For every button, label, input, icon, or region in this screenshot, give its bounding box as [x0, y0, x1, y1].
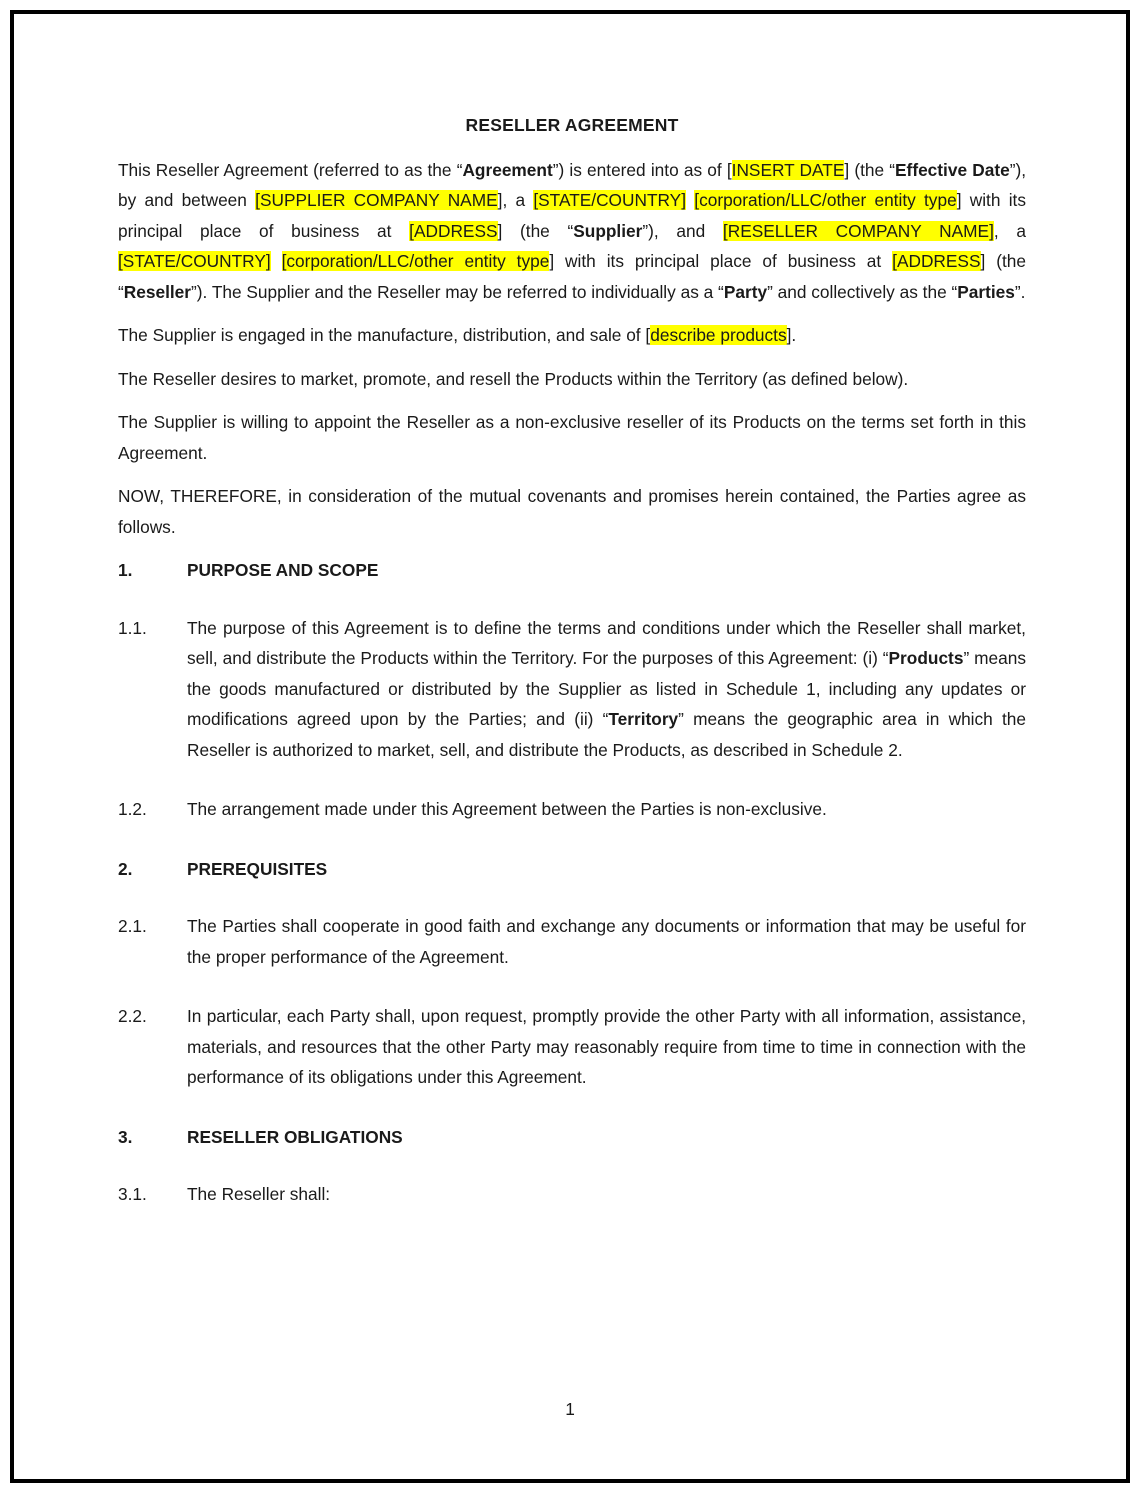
- text-run: ”) is entered into as of [: [552, 159, 732, 180]
- highlighted-placeholder: [corporation/LLC/other entity type: [694, 190, 957, 210]
- text-run: [271, 251, 282, 271]
- text-run: NOW, THEREFORE, in consideration of the mutual covenants and promises herein contained, the Parties agree as follows.: [118, 486, 1026, 537]
- text-run: The Supplier is engaged in the manufacture, distribution, and sale of [: [118, 325, 651, 345]
- defined-term: Agreement: [462, 159, 553, 180]
- defined-term: Territory: [608, 709, 679, 729]
- section-number: 2.: [118, 858, 133, 879]
- defined-term: Reseller: [123, 281, 192, 302]
- text-run: The arrangement made under this Agreement between the Parties is non-exclusive.: [187, 799, 827, 819]
- clause-number: 1.1.: [118, 617, 147, 638]
- document-body: [118, 155, 1026, 1210]
- section-number: 3.: [118, 1126, 133, 1147]
- highlighted-placeholder: [ADDRESS: [892, 251, 981, 271]
- text-run: ] (the “: [844, 159, 896, 180]
- text-run: ] with its principal place of business at: [549, 251, 893, 271]
- text-run: In particular, each Party shall, upon request, promptly provide the other Party with all information, assistance, materials, and resources that the other Party may reasonably require from time to time in connection with the performance of its obligations under this Agreement.: [187, 1006, 1026, 1087]
- text-run: This Reseller Agreement (referred to as the “: [118, 159, 463, 180]
- document-title: RESELLER AGREEMENT: [465, 115, 679, 135]
- text-run: The Supplier is willing to appoint the Reseller as a non-exclusive reseller of its Products on the terms set forth in this Agreement.: [118, 412, 1026, 463]
- highlighted-placeholder: INSERT DATE: [731, 159, 845, 180]
- clause-text: [187, 613, 1026, 766]
- highlighted-placeholder: [ADDRESS: [409, 220, 498, 241]
- text-run: The Reseller shall:: [187, 1184, 331, 1204]
- clause-text: [187, 794, 1026, 825]
- text-run: ”.: [1014, 281, 1026, 302]
- defined-term: Parties: [957, 281, 1015, 302]
- clause-text: [187, 1001, 1026, 1093]
- clause-text: [187, 911, 1026, 972]
- numbered-clause: [118, 1001, 1026, 1093]
- defined-term: Products: [888, 648, 964, 668]
- highlighted-placeholder: [RESELLER COMPANY NAME]: [722, 220, 994, 241]
- paragraph: [118, 481, 1026, 542]
- highlighted-placeholder: [corporation/LLC/other entity type: [281, 251, 550, 271]
- page-number: 1: [565, 1399, 575, 1419]
- text-run: ] (the “: [497, 220, 574, 241]
- text-run: ] with its principal place of business at: [118, 190, 1026, 241]
- section-heading: [118, 555, 1026, 586]
- text-run: ”), by and between: [118, 159, 1026, 210]
- numbered-clause: [118, 794, 1026, 825]
- text-run: The purpose of this Agreement is to define the terms and conditions under which the Reseller shall market, sell, and distribute the Products within the Territory. For the purposes of this Agreement: (i) “: [187, 617, 1026, 668]
- clause-number: 2.1.: [118, 916, 147, 936]
- paragraph: [118, 407, 1026, 468]
- text-run: ”), and: [642, 220, 723, 241]
- numbered-clause: [118, 613, 1026, 766]
- text-run: , a: [993, 220, 1026, 241]
- text-run: ”). The Supplier and the Reseller may be referred to individually as a “: [191, 281, 724, 302]
- clause-number: 2.2.: [118, 1006, 147, 1026]
- defined-term: Party: [723, 281, 768, 302]
- section-number: 1.: [118, 560, 133, 580]
- paragraph: [118, 320, 1026, 351]
- section-heading: [118, 854, 1026, 885]
- text-run: ” and collectively as the “: [767, 281, 958, 302]
- defined-term: Supplier: [573, 220, 643, 241]
- paragraph: [118, 155, 1026, 308]
- clause-number: 3.1.: [118, 1184, 147, 1204]
- paragraph: [118, 364, 1026, 395]
- highlighted-placeholder: [STATE/COUNTRY]: [118, 251, 271, 271]
- text-run: ], a: [497, 190, 534, 210]
- text-run: ].: [786, 325, 797, 345]
- text-run: The Parties shall cooperate in good faith and exchange any documents or information that may be useful for the proper performance of the Agreement.: [187, 916, 1026, 967]
- document-content-area: [118, 110, 1026, 1239]
- highlighted-placeholder: [STATE/COUNTRY]: [533, 190, 687, 210]
- text-run: ] (the “: [118, 251, 1026, 302]
- numbered-clause: [118, 1179, 1026, 1210]
- highlighted-placeholder: [SUPPLIER COMPANY NAME: [255, 190, 498, 210]
- highlighted-placeholder: describe products: [650, 325, 787, 345]
- section-title: PURPOSE AND SCOPE: [187, 560, 379, 580]
- section-title: RESELLER OBLIGATIONS: [187, 1126, 403, 1147]
- text-run: ” means the goods manufactured or distributed by the Supplier as listed in Schedule 1, including any updates or modifications agreed upon by the Parties; and (ii) “: [187, 648, 1026, 729]
- section-heading: [118, 1122, 1026, 1153]
- clause-number: 1.2.: [118, 799, 147, 819]
- clause-text: [187, 1179, 1026, 1210]
- defined-term: Effective Date: [895, 159, 1010, 180]
- text-run: The Reseller desires to market, promote, and resell the Products within the Territory (as defined below).: [118, 368, 909, 389]
- text-run: ” means the geographic area in which the Reseller is authorized to market, sell, and distribute the Products, as described in Schedule 2.: [187, 709, 1026, 760]
- numbered-clause: [118, 911, 1026, 972]
- section-title: PREREQUISITES: [187, 858, 328, 879]
